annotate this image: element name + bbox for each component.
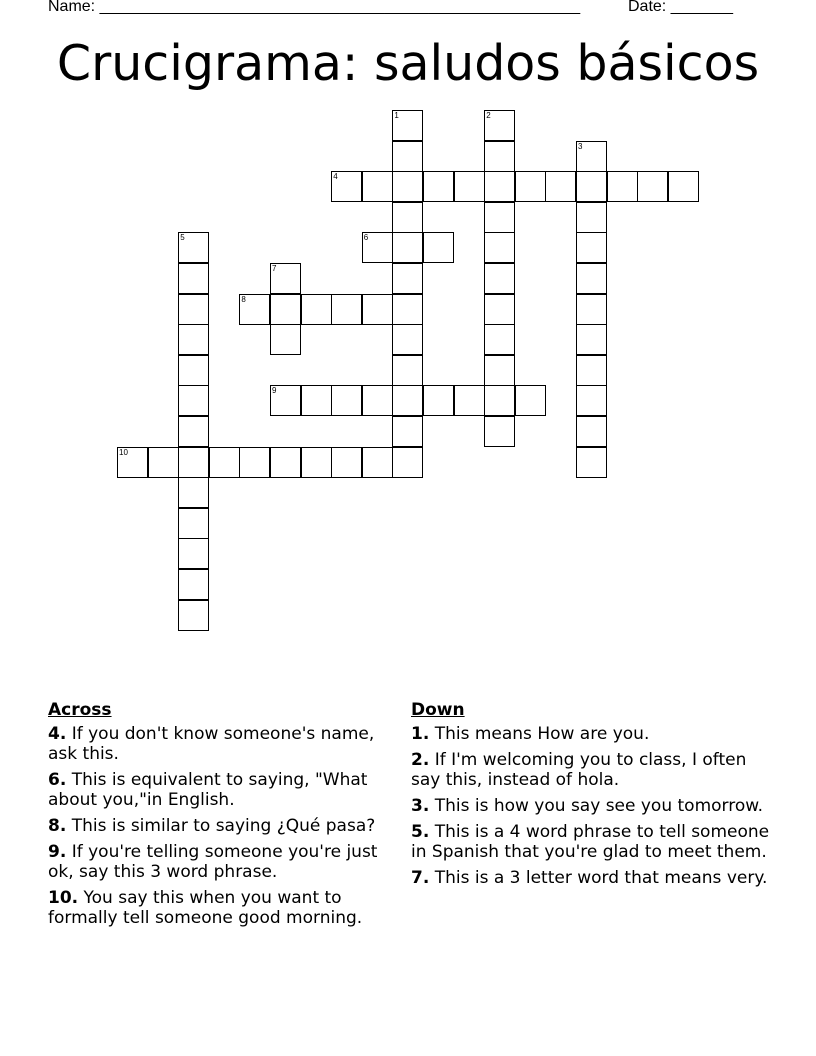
grid-cell[interactable] — [209, 447, 240, 478]
grid-cell[interactable] — [178, 600, 209, 631]
down-clues — [411, 700, 776, 894]
grid-cell[interactable] — [301, 294, 332, 325]
grid-cell[interactable] — [362, 294, 393, 325]
clue-number-label: 6 — [363, 233, 369, 243]
grid-cell[interactable] — [576, 324, 607, 355]
grid-cell[interactable] — [576, 416, 607, 447]
clue-number-label: 2 — [486, 111, 491, 120]
grid-cell[interactable] — [362, 385, 393, 416]
grid-cell[interactable] — [576, 232, 607, 263]
grid-cell[interactable] — [515, 385, 546, 416]
grid-cell[interactable] — [484, 141, 515, 172]
grid-cell[interactable] — [576, 447, 607, 478]
date-field-label: Date: _______ — [628, 0, 733, 15]
across-clue: 8. This is similar to saying ¿Qué pasa? — [48, 816, 376, 836]
down-clue: 5. This is a 4 word phrase to tell someone in Spanish that you're glad to meet them. — [411, 822, 770, 862]
grid-cell[interactable] — [637, 171, 668, 202]
grid-cell[interactable] — [392, 416, 423, 447]
down-clue: 2. If I'm welcoming you to class, I often say this, instead of hola. — [411, 750, 747, 790]
grid-cell[interactable] — [301, 447, 332, 478]
grid-cell[interactable] — [178, 294, 209, 325]
grid-cell[interactable] — [484, 355, 515, 386]
grid-cell[interactable] — [392, 171, 423, 202]
grid-cell[interactable] — [484, 171, 515, 202]
grid-cell[interactable] — [331, 294, 362, 325]
name-field-label: Name: ______________________________________________________ — [48, 0, 581, 15]
grid-cell[interactable] — [178, 538, 209, 569]
clue-number-label: 1 — [394, 111, 399, 120]
grid-cell[interactable] — [270, 447, 301, 478]
clue-number-label: 5 — [180, 233, 185, 243]
grid-cell[interactable] — [178, 569, 209, 600]
down-heading: Down — [411, 700, 465, 720]
grid-cell[interactable] — [178, 324, 209, 355]
grid-cell[interactable] — [607, 171, 638, 202]
grid-cell[interactable] — [423, 385, 454, 416]
across-heading: Across — [48, 700, 112, 720]
across-clues — [48, 700, 393, 934]
grid-cell[interactable] — [270, 294, 301, 325]
grid-cell[interactable] — [331, 385, 362, 416]
grid-cell[interactable] — [668, 171, 699, 202]
grid-cell[interactable] — [423, 232, 454, 263]
grid-cell[interactable] — [392, 294, 423, 325]
grid-cell[interactable] — [484, 385, 515, 416]
grid-cell[interactable] — [423, 171, 454, 202]
grid-cell[interactable] — [392, 447, 423, 478]
clue-number-label: 10 — [119, 447, 128, 457]
grid-cell[interactable] — [576, 202, 607, 233]
clue-number-label: 3 — [578, 141, 583, 151]
grid-cell[interactable] — [484, 416, 515, 447]
grid-cell[interactable] — [484, 232, 515, 263]
grid-cell[interactable] — [515, 171, 546, 202]
grid-cell[interactable] — [362, 171, 393, 202]
grid-cell[interactable] — [484, 324, 515, 355]
grid-cell[interactable] — [148, 447, 179, 478]
grid-cell[interactable] — [454, 385, 485, 416]
clue-number-label: 7 — [272, 264, 277, 273]
down-clue: 7. This is a 3 letter word that means very. — [411, 868, 768, 888]
across-clue: 6. This is equivalent to saying, "What about you,"in English. — [48, 770, 368, 810]
grid-cell[interactable] — [484, 294, 515, 325]
clue-number-label: 9 — [272, 386, 277, 396]
grid-cell[interactable] — [484, 263, 515, 294]
grid-cell[interactable] — [392, 202, 423, 233]
grid-cell[interactable] — [576, 294, 607, 325]
clue-number-label: 8 — [241, 294, 246, 304]
grid-cell[interactable] — [576, 355, 607, 386]
grid-cell[interactable] — [576, 385, 607, 416]
grid-cell[interactable] — [239, 447, 270, 478]
grid-cell[interactable] — [392, 141, 423, 172]
grid-cell[interactable] — [576, 263, 607, 294]
grid-cell[interactable] — [484, 202, 515, 233]
grid-cell[interactable] — [270, 324, 301, 355]
clue-number-label: 4 — [333, 172, 338, 182]
across-clue: 10. You say this when you want to formally tell someone good morning. — [48, 888, 363, 928]
grid-cell[interactable] — [362, 447, 393, 478]
grid-cell[interactable] — [576, 171, 607, 202]
grid-cell[interactable] — [178, 263, 209, 294]
grid-cell[interactable] — [178, 355, 209, 386]
page-title: Crucigrama: saludos básicos — [56, 35, 760, 92]
grid-cell[interactable] — [392, 263, 423, 294]
down-clue: 3. This is how you say see you tomorrow. — [411, 796, 763, 816]
grid-cell[interactable] — [392, 324, 423, 355]
grid-cell[interactable] — [178, 416, 209, 447]
across-clue: 4. If you don't know someone's name, ask this. — [48, 724, 375, 764]
grid-cell[interactable] — [392, 355, 423, 386]
down-clue: 1. This means How are you. — [411, 724, 650, 744]
grid-cell[interactable] — [178, 477, 209, 508]
across-clue: 9. If you're telling someone you're just ok, say this 3 word phrase. — [48, 842, 378, 882]
grid-cell[interactable] — [178, 385, 209, 416]
grid-cell[interactable] — [331, 447, 362, 478]
grid-cell[interactable] — [178, 447, 209, 478]
grid-cell[interactable] — [178, 508, 209, 539]
grid-cell[interactable] — [392, 232, 423, 263]
grid-cell[interactable] — [301, 385, 332, 416]
grid-cell[interactable] — [454, 171, 485, 202]
grid-cell[interactable] — [392, 385, 423, 416]
grid-cell[interactable] — [545, 171, 576, 202]
